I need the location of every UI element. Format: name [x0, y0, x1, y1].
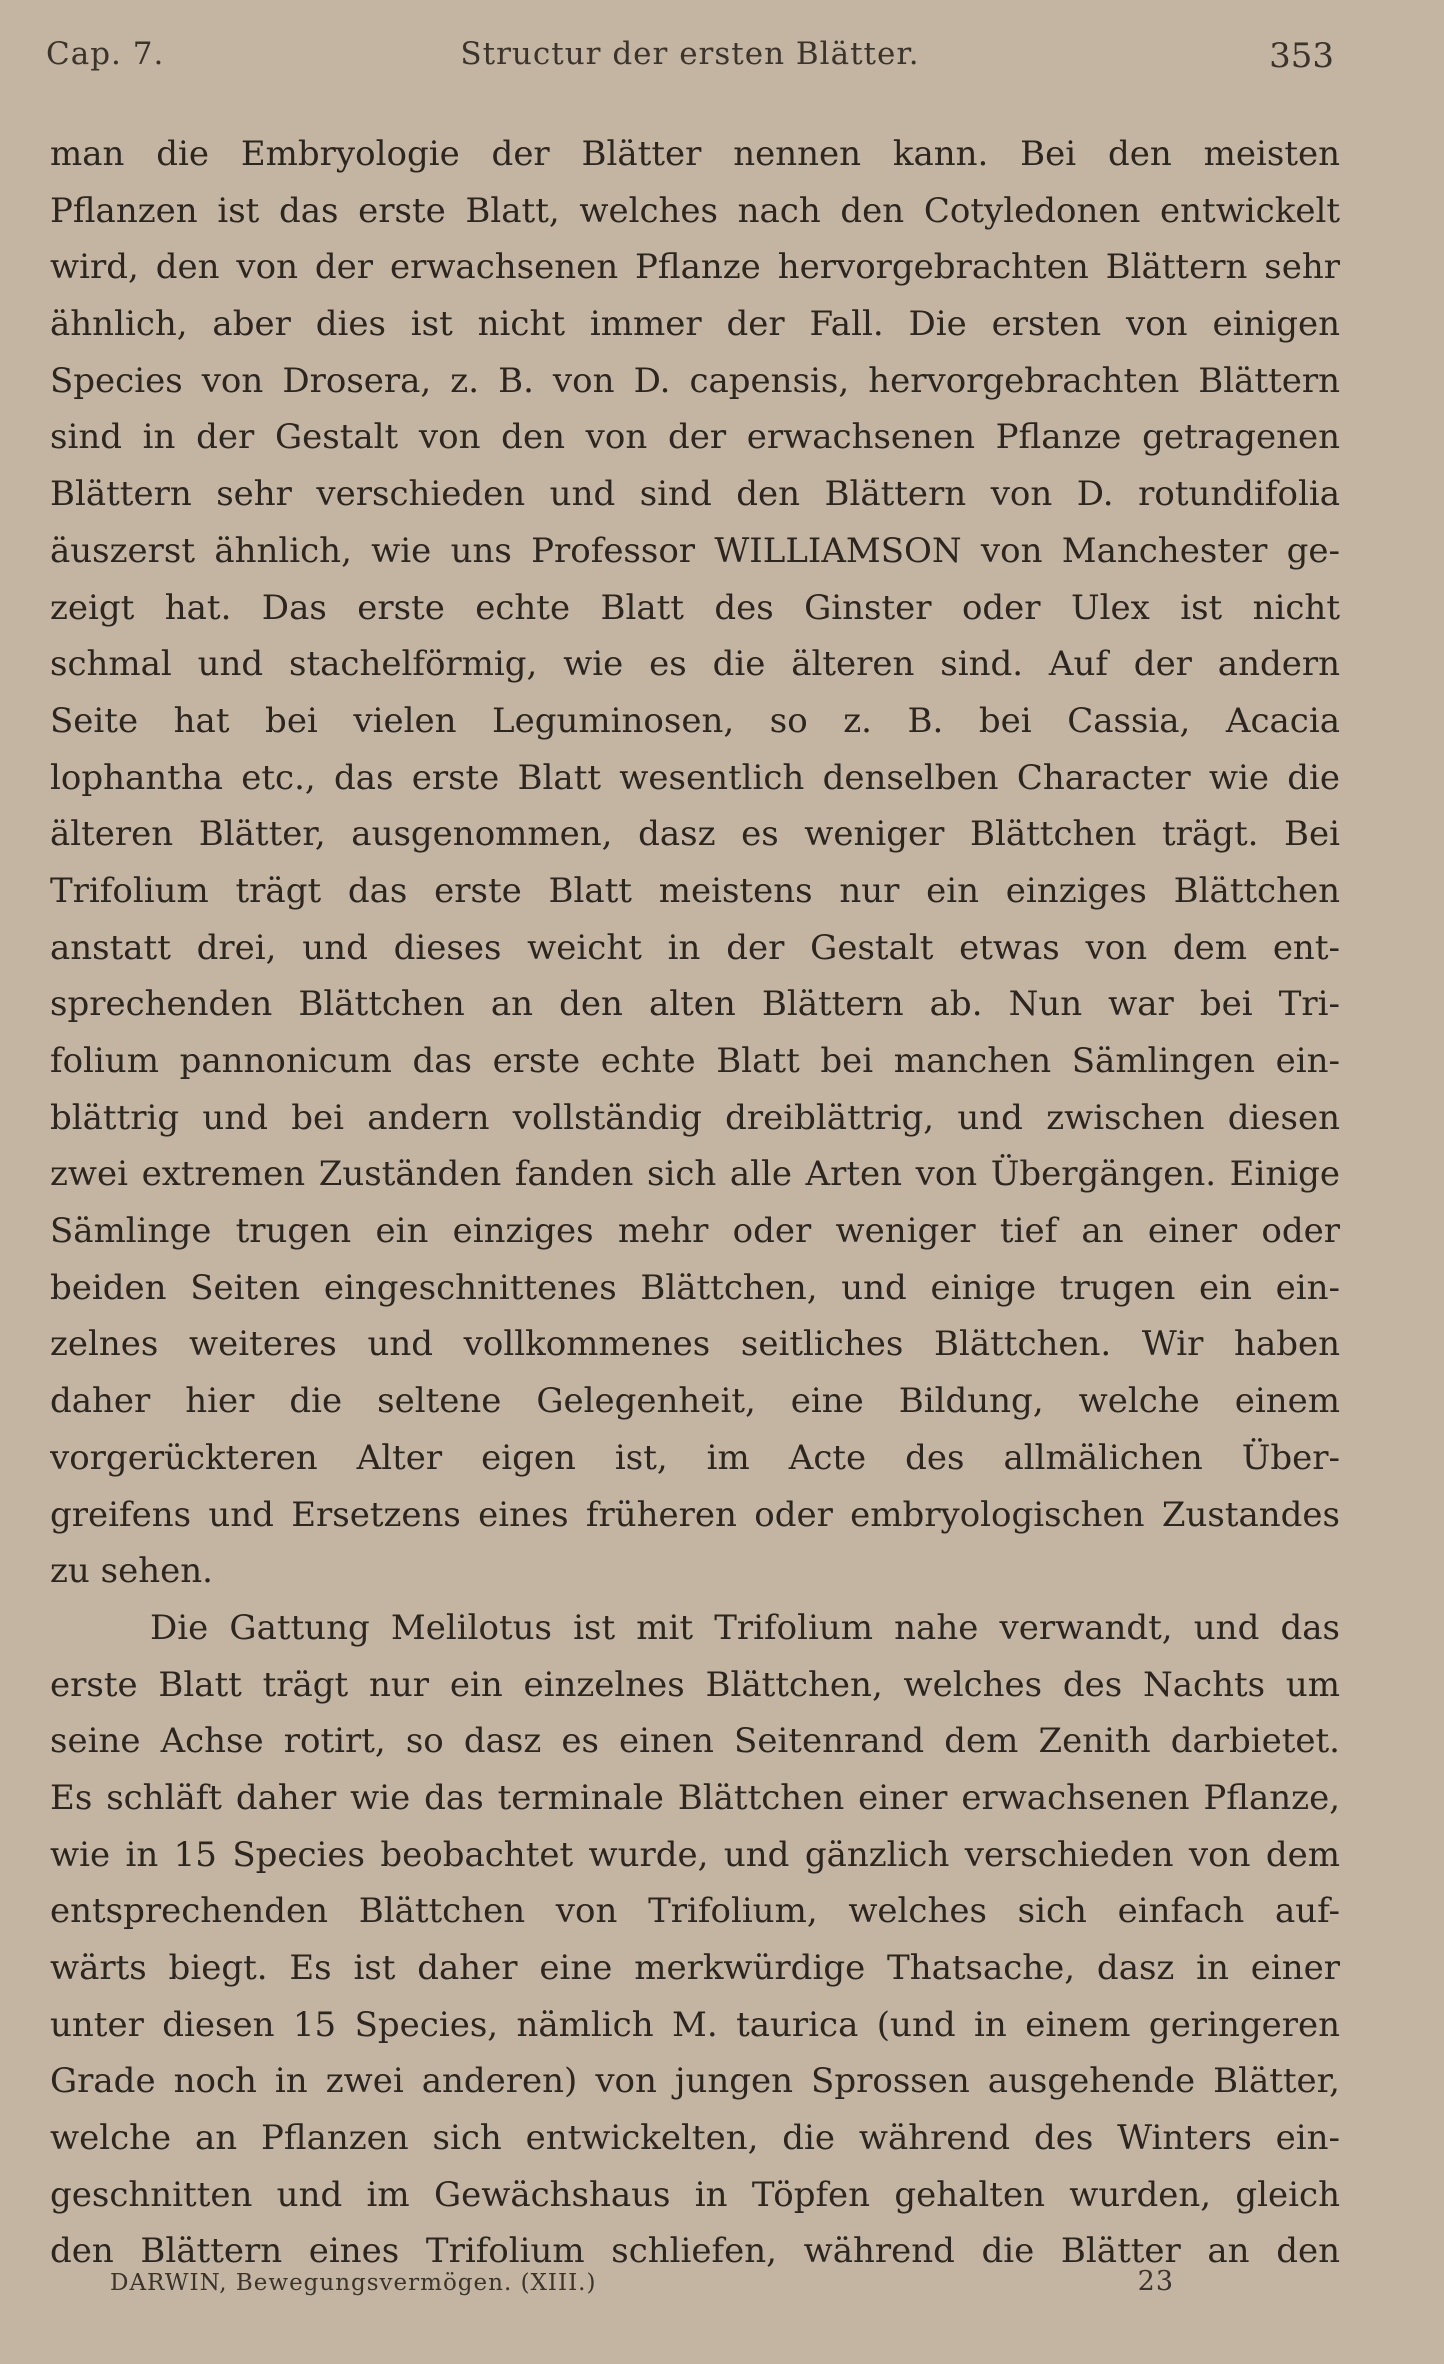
text-line: ähnlich, aber dies ist nicht immer der Fall. Die ersten von einigen [50, 304, 1340, 345]
text-line: lophantha etc., das erste Blatt wesentlich denselben Character wie die [50, 757, 1340, 798]
text-line: Blättern sehr verschieden und sind den Blättern von D. rotundifolia [50, 474, 1340, 515]
text-line: geschnitten und im Gewächshaus in Töpfen gehalten wurden, gleich [50, 2174, 1340, 2215]
text-line: Sämlinge trugen ein einziges mehr oder weniger tief an einer oder [50, 1211, 1340, 1252]
page-body [50, 126, 1340, 2280]
page-footer [110, 2266, 1174, 2297]
text-line: greifens und Ersetzens eines früheren oder embryologischen Zustandes [50, 1494, 1340, 1535]
text-line: entsprechenden Blättchen von Trifolium, welches sich einfach auf- [50, 1891, 1340, 1932]
signature-mark: 23 [1137, 2266, 1174, 2297]
text-line: älteren Blätter, ausgenommen, dasz es weniger Blättchen trägt. Bei [50, 814, 1340, 855]
text-line: sind in der Gestalt von den von der erwachsenen Pflanze getragenen [50, 417, 1340, 458]
text-line: zeigt hat. Das erste echte Blatt des Ginster oder Ulex ist nicht [50, 587, 1340, 628]
text-line: zelnes weiteres und vollkommenes seitliches Blättchen. Wir haben [50, 1324, 1340, 1365]
text-line: Trifolium trägt das erste Blatt meistens nur ein einziges Blättchen [50, 870, 1340, 911]
chapter-label: Cap. 7. [46, 36, 165, 72]
text-line: schmal und stachelförmig, wie es die älteren sind. Auf der andern [50, 644, 1340, 685]
text-line: Grade noch in zwei anderen) von jungen Sprossen ausgehende Blätter, [50, 2061, 1340, 2102]
text-line: vorgerückteren Alter eigen ist, im Acte des allmälichen Über- [50, 1437, 1340, 1478]
text-line: erste Blatt trägt nur ein einzelnes Blättchen, welches des Nachts um [50, 1664, 1340, 1705]
text-line: Species von Drosera, z. B. von D. capensis, hervorgebrachten Blättern [50, 360, 1340, 401]
text-line: man die Embryologie der Blätter nennen kann. Bei den meisten [50, 134, 1340, 174]
text-line: daher hier die seltene Gelegenheit, eine Bildung, welche einem [50, 1381, 1340, 1422]
text-line: äuszerst ähnlich, wie uns Professor WILLIAMSON von Manchester ge- [50, 530, 1340, 571]
text-line: wird, den von der erwachsenen Pflanze hervorgebrachten Blättern sehr [50, 247, 1340, 288]
paragraph-start-line: Die Gattung Melilotus ist mit Trifolium nahe verwandt, und das [150, 1607, 1340, 1648]
text-line: den Blättern eines Trifolium schliefen, während die Blätter an den [50, 2231, 1340, 2272]
text-line: wie in 15 Species beobachtet wurde, und gänzlich verschieden von dem [50, 1834, 1340, 1875]
text-line: zwei extremen Zuständen fanden sich alle Arten von Übergängen. Einige [50, 1154, 1340, 1195]
paragraph-end-line: zu sehen. [50, 1551, 213, 1592]
footer-author-title: DARWIN, Bewegungsvermögen. (XIII.) [110, 2270, 597, 2296]
text-line: folium pannonicum das erste echte Blatt bei manchen Sämlingen ein- [50, 1041, 1340, 1081]
running-title: Structur der ersten Blätter. [460, 36, 920, 72]
text-line: seine Achse rotirt, so dasz es einen Seitenrand dem Zenith darbietet. [50, 1721, 1340, 1762]
text-line: anstatt drei, und dieses weicht in der Gestalt etwas von dem ent- [50, 927, 1340, 968]
running-header [46, 36, 1334, 86]
text-line: beiden Seiten eingeschnittenes Blättchen, und einige trugen ein ein- [50, 1267, 1340, 1308]
text-line: wärts biegt. Es ist daher eine merkwürdige Thatsache, dasz in einer [50, 1948, 1340, 1988]
text-line: Seite hat bei vielen Leguminosen, so z. B. bei Cassia, Acacia [50, 700, 1340, 741]
text-line: Es schläft daher wie das terminale Blättchen einer erwachsenen Pflanze, [50, 1777, 1340, 1818]
text-line: unter diesen 15 Species, nämlich M. taurica (und in einem geringeren [50, 2004, 1340, 2045]
text-line: sprechenden Blättchen an den alten Blättern ab. Nun war bei Tri- [50, 984, 1340, 1025]
text-line: welche an Pflanzen sich entwickelten, die während des Winters ein- [50, 2118, 1340, 2159]
text-line: blättrig und bei andern vollständig dreiblättrig, und zwischen diesen [50, 1097, 1340, 1138]
text-line: Pflanzen ist das erste Blatt, welches nach den Cotyledonen entwickelt [50, 190, 1340, 231]
page-number: 353 [1269, 36, 1334, 76]
